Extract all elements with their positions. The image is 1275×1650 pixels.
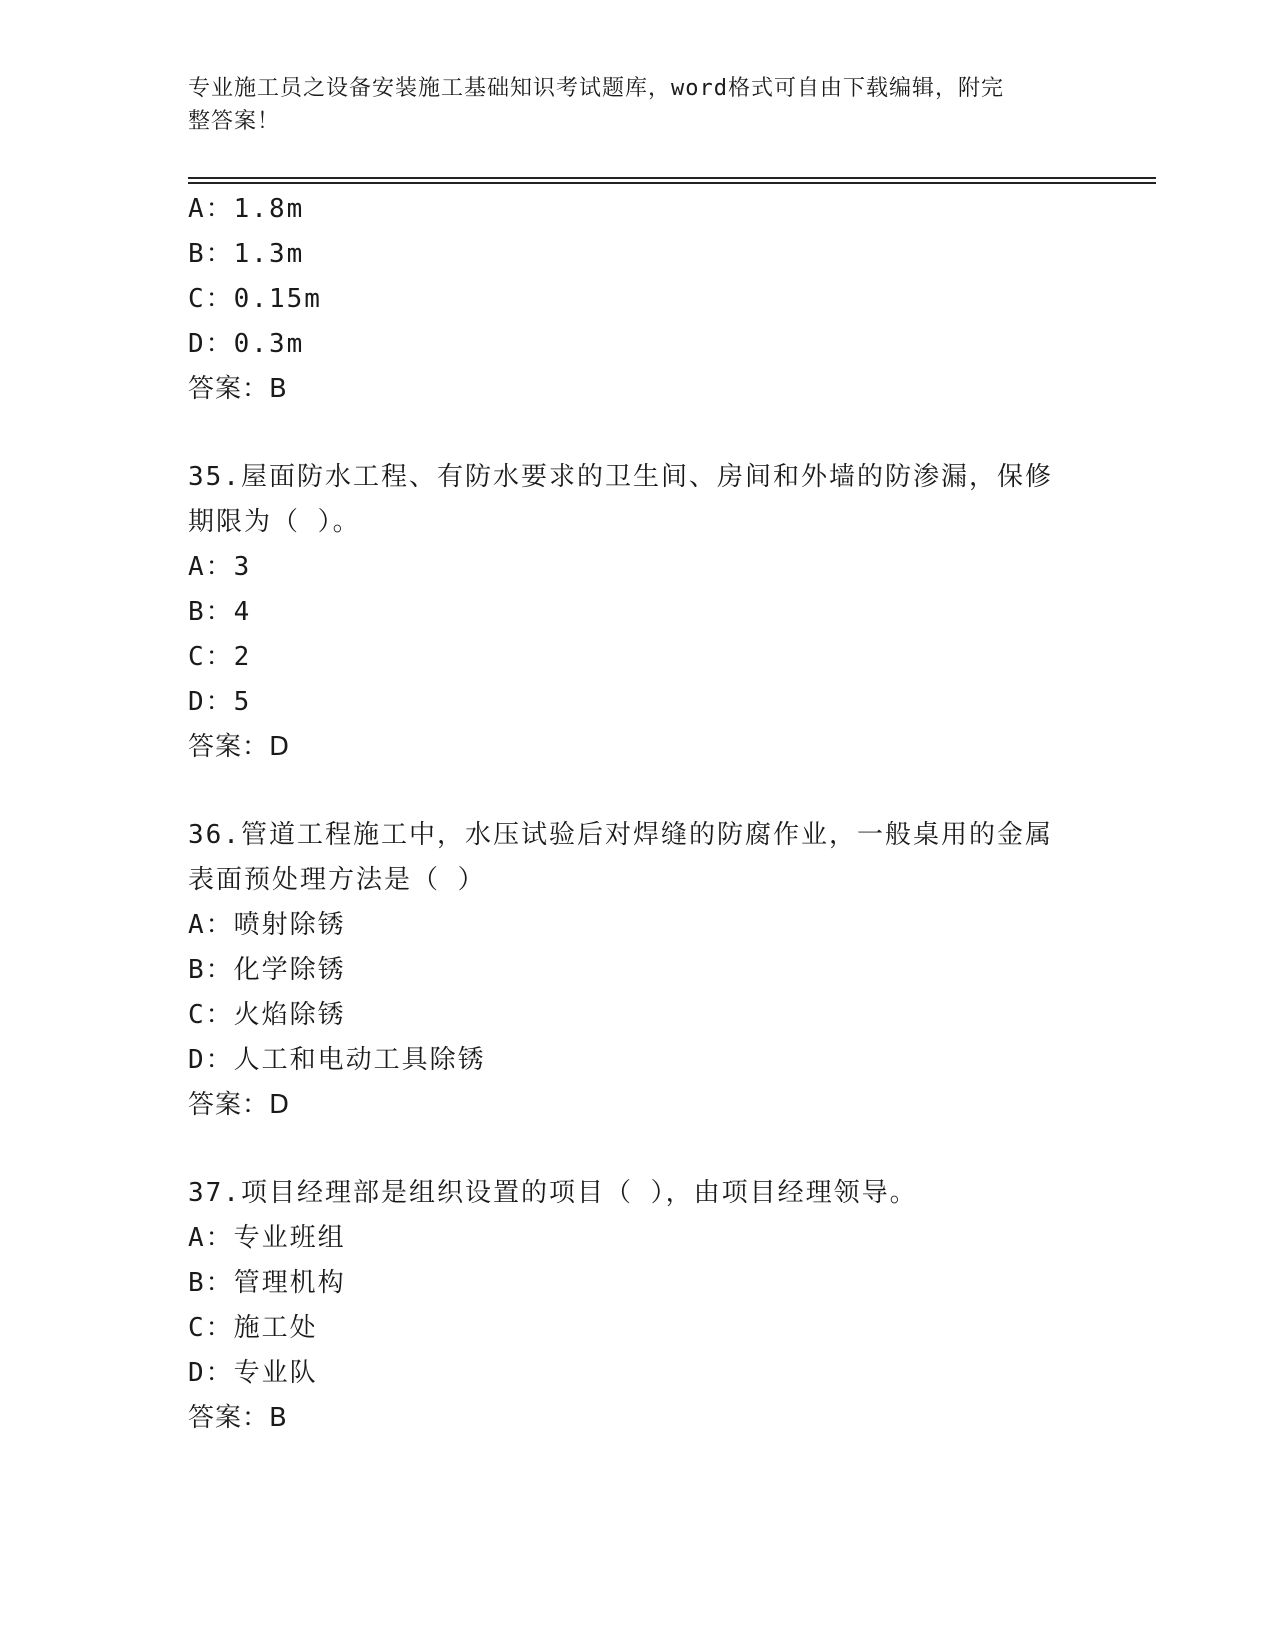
header-divider-bottom xyxy=(188,182,1156,184)
q35-stem-line-1: 35.屋面防水工程、有防水要求的卫生间、房间和外墙的防渗漏，保修 xyxy=(188,462,1053,492)
q36-option-c: C：火焰除锈 xyxy=(188,1000,346,1030)
q36-answer: 答案：D xyxy=(188,1090,291,1120)
q37-answer: 答案：B xyxy=(188,1403,288,1433)
q36-stem-line-2: 表面预处理方法是（ ） xyxy=(188,865,486,895)
q35-stem-line-2: 期限为（ ）。 xyxy=(188,507,361,537)
q37-option-d: D：专业队 xyxy=(188,1358,318,1388)
header-line-2: 整答案！ xyxy=(188,109,281,134)
q37-option-b: B：管理机构 xyxy=(188,1268,346,1298)
q36-option-b: B：化学除锈 xyxy=(188,955,346,985)
prev-answer: 答案：B xyxy=(188,374,288,404)
q35-option-c: C：2 xyxy=(188,642,252,672)
q36-option-a: A：喷射除锈 xyxy=(188,910,346,940)
q35-option-b: B：4 xyxy=(188,597,252,627)
q36-stem-line-1: 36.管道工程施工中，水压试验后对焊缝的防腐作业，一般桌用的金属 xyxy=(188,820,1053,850)
document-header xyxy=(188,72,1068,138)
q36-option-d: D：人工和电动工具除锈 xyxy=(188,1045,486,1075)
prev-option-d: D：0.3m xyxy=(188,329,305,359)
q37-option-a: A：专业班组 xyxy=(188,1223,346,1253)
q37-option-c: C：施工处 xyxy=(188,1313,318,1343)
q35-option-d: D：5 xyxy=(188,687,252,717)
q35-answer: 答案：D xyxy=(188,732,291,762)
prev-option-c: C：0.15m xyxy=(188,284,322,314)
q35-option-a: A：3 xyxy=(188,552,252,582)
header-line-1: 专业施工员之设备安装施工基础知识考试题库，word格式可自由下载编辑，附完 xyxy=(188,76,1004,101)
header-divider-top xyxy=(188,177,1156,179)
prev-option-b: B：1.3m xyxy=(188,239,305,269)
q37-stem-line-1: 37.项目经理部是组织设置的项目（ ），由项目经理领导。 xyxy=(188,1178,918,1208)
prev-option-a: A：1.8m xyxy=(188,194,305,224)
